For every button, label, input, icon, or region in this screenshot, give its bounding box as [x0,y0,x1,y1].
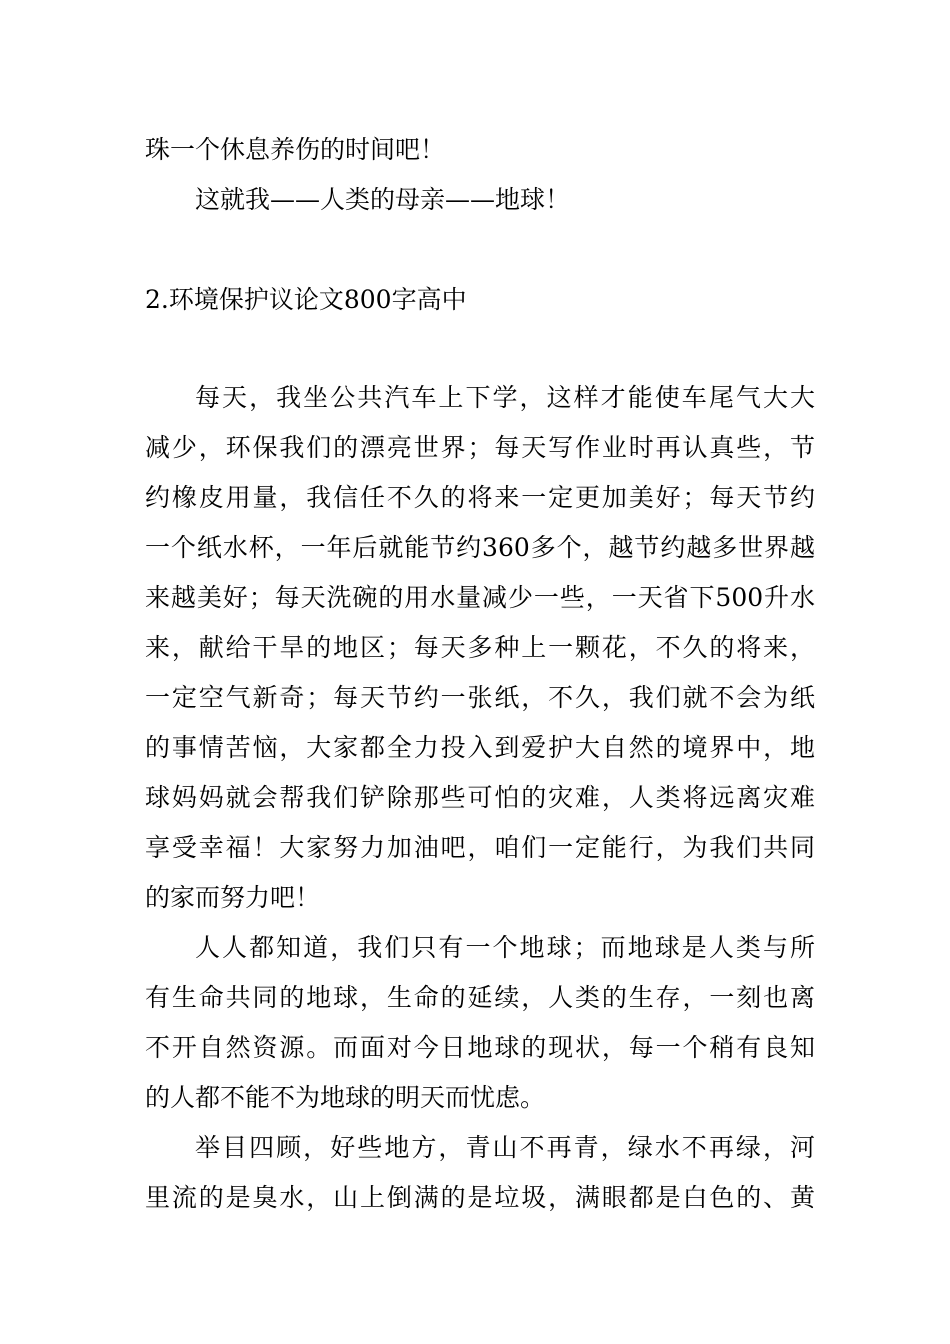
text-line: 减少，环保我们的漂亮世界；每天写作业时再认真些，节 [145,433,815,462]
text-line: 举目四顾，好些地方，青山不再青，绿水不再绿，河 [195,1133,815,1162]
text-line: 的人都不能不为地球的明天而忧虑。 [145,1083,546,1112]
text-line: 的家而努力吧！ [145,883,321,912]
text-line: 享受幸福！大家努力加油吧，咱们一定能行，为我们共同 [145,833,815,862]
text-line: 一定空气新奇；每天节约一张纸，不久，我们就不会为纸 [145,683,815,712]
section-heading: 2.环境保护议论文800字高中 [145,285,467,314]
text-line: 约橡皮用量，我信任不久的将来一定更加美好；每天节约 [145,483,815,512]
text-line: 有生命共同的地球，生命的延续，人类的生存，一刻也离 [145,983,815,1012]
text-line: 每天，我坐公共汽车上下学，这样才能使车尾气大大 [195,383,815,412]
text-line: 来越美好；每天洗碗的用水量减少一些，一天省下500升水 [145,583,815,612]
text-line: 人人都知道，我们只有一个地球；而地球是人类与所 [195,933,815,962]
text-line: 一个纸水杯，一年后就能节约360多个，越节约越多世界越 [145,533,815,562]
text-line: 的事情苦恼，大家都全力投入到爱护大自然的境界中，地 [145,733,815,762]
text-line: 珠一个休息养伤的时间吧！ [145,135,446,164]
text-line: 里流的是臭水，山上倒满的是垃圾，满眼都是白色的、黄 [145,1183,815,1212]
text-line: 这就我——人类的母亲——地球！ [195,185,571,214]
text-line: 来，献给干旱的地区；每天多种上一颗花，不久的将来， [145,633,815,662]
text-line: 不开自然资源。而面对今日地球的现状，每一个稍有良知 [145,1033,815,1062]
text-line: 球妈妈就会帮我们铲除那些可怕的灾难，人类将远离灾难 [145,783,815,812]
